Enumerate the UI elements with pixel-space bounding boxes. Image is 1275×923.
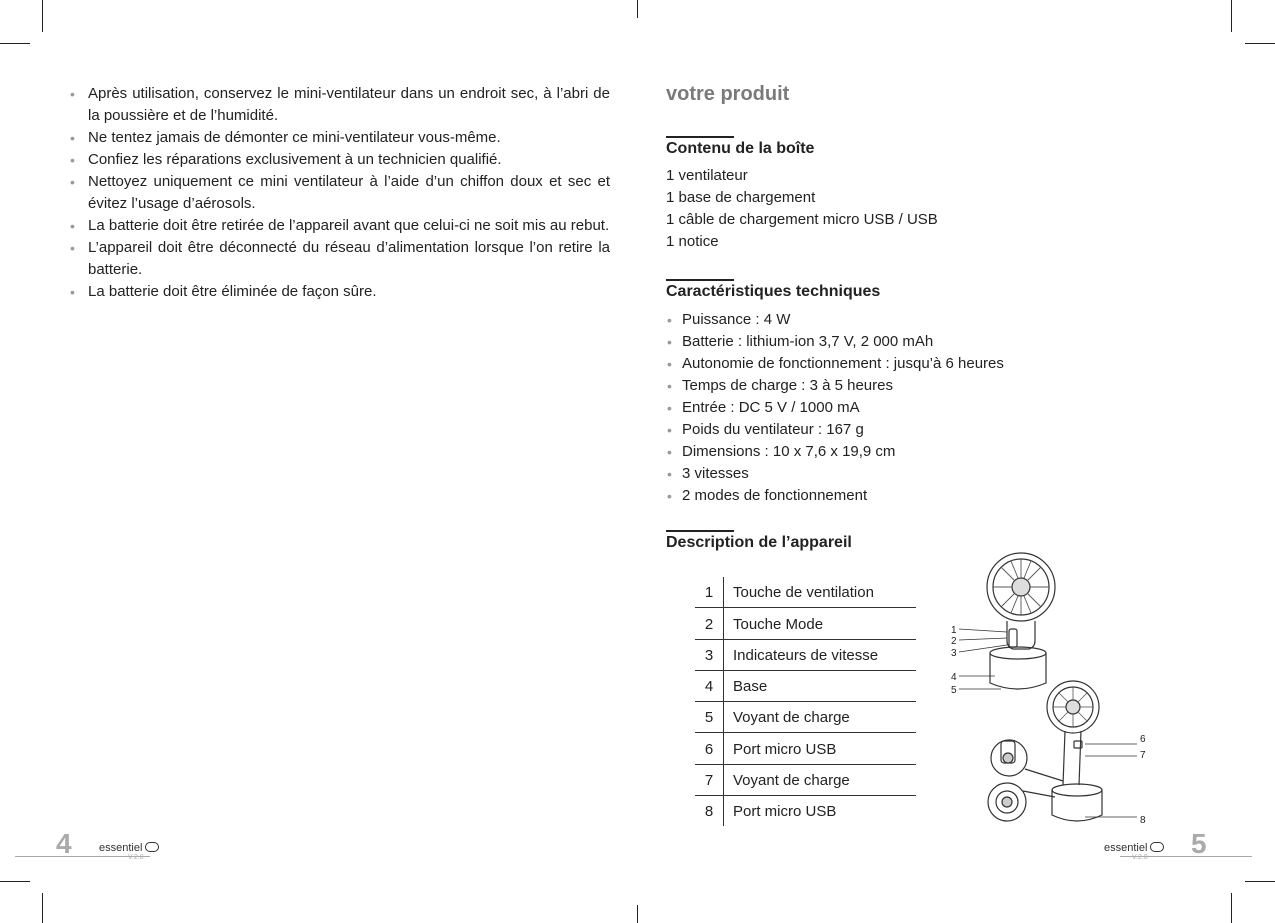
crop-mark: [637, 0, 638, 18]
brand-logo: [1104, 842, 1164, 854]
list-item: • 2 modes de fonctionnement: [666, 485, 1004, 507]
crop-mark: [1231, 893, 1232, 923]
section-rule: [666, 136, 734, 138]
version-label: V.2.0: [1132, 854, 1148, 861]
section-heading-specs: Caractéristiques techniques: [666, 283, 881, 300]
list-item: • Nettoyez uniquement ce mini ventilateur à l’aide d’un chiffon doux et sec et évitez l’usage d’aérosols.: [68, 171, 610, 215]
table-row: [695, 608, 916, 639]
brand-text: essentiel: [1104, 842, 1148, 854]
crop-mark: [1245, 43, 1275, 44]
list-item: • Entrée : DC 5 V / 1000 mA: [666, 397, 1004, 419]
parts-table: [695, 577, 916, 826]
table-row: [695, 577, 916, 608]
page-title: votre produit: [666, 83, 790, 105]
crop-mark: [0, 881, 30, 882]
list-item: 1 base de chargement: [666, 189, 816, 206]
list-item: • L’appareil doit être déconnecté du réseau d’alimentation lorsque l’on retire la batterie.: [68, 237, 610, 281]
table-row: [695, 733, 916, 764]
safety-list: [68, 83, 610, 303]
contents-list: [666, 165, 938, 253]
callout-label: 1: [951, 625, 957, 636]
crop-mark: [0, 43, 30, 44]
part-label: Port micro USB: [733, 803, 837, 821]
part-label: Base: [724, 670, 917, 701]
list-item: • Poids du ventilateur : 167 g: [666, 419, 1004, 441]
list-item: 1 notice: [666, 233, 719, 250]
crop-mark: [637, 905, 638, 923]
crop-mark: [1231, 0, 1232, 32]
section-rule: [666, 279, 734, 281]
callout-label: 5: [951, 685, 957, 696]
list-item: • 3 vitesses: [666, 463, 1004, 485]
list-item: 1 câble de chargement micro USB / USB: [666, 211, 938, 228]
brand-mark-icon: [1150, 842, 1164, 852]
brand-mark-icon: [145, 842, 159, 852]
part-number: 1: [695, 577, 724, 608]
part-number: 2: [695, 608, 724, 639]
brand-logo: [99, 842, 159, 854]
crop-mark: [42, 0, 43, 32]
part-number: 7: [695, 764, 724, 795]
callout-label: 3: [951, 648, 957, 659]
section-heading-description: Description de l’appareil: [666, 534, 852, 551]
page-number-right: 5: [1191, 828, 1207, 859]
table-row: [695, 670, 916, 701]
brand-text: essentiel: [99, 842, 143, 854]
list-item: • Batterie : lithium-ion 3,7 V, 2 000 mAh: [666, 331, 1004, 353]
crop-mark: [42, 893, 43, 923]
section-rule: [666, 530, 734, 532]
callout-label: 7: [1140, 750, 1146, 761]
table-row: [695, 702, 916, 733]
section-heading-contents: Contenu de la boîte: [666, 140, 815, 157]
callout-label: 4: [951, 672, 957, 683]
list-item: • Autonomie de fonctionnement : jusqu’à 6 heures: [666, 353, 1004, 375]
table-row: [695, 796, 916, 827]
part-label: Port micro USB: [724, 733, 917, 764]
part-number: 3: [695, 639, 724, 670]
list-item: 1 ventilateur: [666, 167, 748, 184]
list-item: • Confiez les réparations exclusivement à un technicien qualifié.: [68, 149, 610, 171]
fan-illustration: [945, 545, 1155, 830]
list-item: • Dimensions : 10 x 7,6 x 19,9 cm: [666, 441, 1004, 463]
list-item: • Temps de charge : 3 à 5 heures: [666, 375, 1004, 397]
version-label: V.2.0: [128, 854, 144, 861]
part-label: Voyant de charge: [724, 764, 917, 795]
specs-list: [666, 309, 1004, 507]
table-row: [695, 764, 916, 795]
part-number: 6: [695, 733, 724, 764]
part-label: Voyant de charge: [724, 702, 917, 733]
crop-mark: [1245, 881, 1275, 882]
part-number: 5: [695, 702, 724, 733]
callout-label: 6: [1140, 734, 1146, 745]
part-number: 4: [695, 670, 724, 701]
callout-label: 2: [951, 636, 957, 647]
list-item: • Ne tentez jamais de démonter ce mini-ventilateur vous-même.: [68, 127, 610, 149]
list-item: • La batterie doit être éliminée de façon sûre.: [68, 281, 610, 303]
list-item: • La batterie doit être retirée de l’appareil avant que celui-ci ne soit mis au rebut.: [68, 215, 610, 237]
part-label: Touche de ventilation: [724, 577, 917, 608]
page-number-left: 4: [56, 828, 72, 859]
part-number: 8: [695, 796, 724, 827]
callout-label: 8: [1140, 815, 1146, 826]
list-item: • Après utilisation, conservez le mini-ventilateur dans un endroit sec, à l’abri de la poussière et de l’humidité.: [68, 83, 610, 127]
list-item: • Puissance : 4 W: [666, 309, 1004, 331]
part-label: Touche Mode: [724, 608, 917, 639]
table-row: [695, 639, 916, 670]
part-label: Indicateurs de vitesse: [724, 639, 917, 670]
